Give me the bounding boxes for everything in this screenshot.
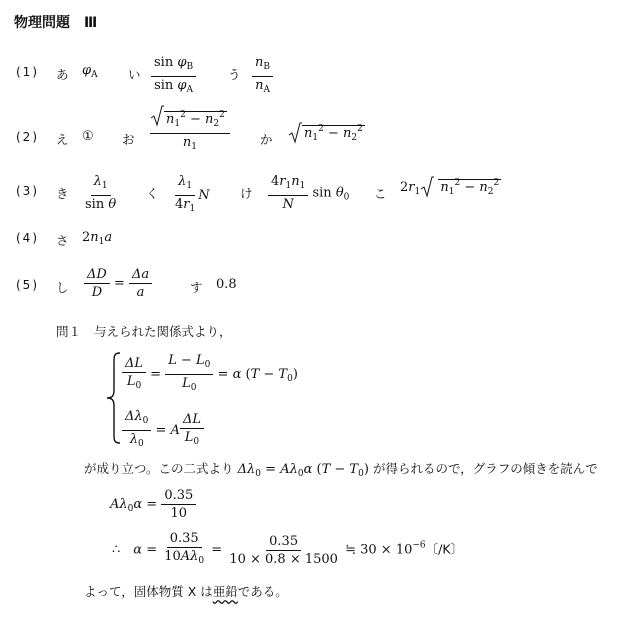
row-label-4: (4) xyxy=(16,231,39,245)
brace-icon xyxy=(106,352,122,444)
result-equation: ∴ α = $\frac{0.35}{10A\lambda_0}$ = $\frac{0.35}{10 \times 0.8 \times 1500}$ ≒ $30 \times 10^{-6}$〔/K〕 xyxy=(112,531,464,567)
blank-sa: さ xyxy=(56,233,69,248)
blank-su: す xyxy=(190,280,203,295)
blank-e: え xyxy=(56,132,69,147)
answer-i: $\frac{\sin \varphi_B}{\sin \varphi_A}$ xyxy=(151,54,196,99)
equation-system-2: $\frac{\Delta\lambda_0}{\lambda_0}$ = A $\frac{\Delta L}{L_0}$ xyxy=(122,408,204,453)
answer-shi: $\frac{\Delta D}{D}$ = $\frac{\Delta a}{a}$ xyxy=(84,266,152,301)
sqrt-sign-icon xyxy=(150,105,164,127)
equation-system-1: $\frac{\Delta L}{L_0}$ = $\frac{L - L_0}{L_0}$ = α $(T - T_0)$ xyxy=(122,352,298,397)
blank-ke: け xyxy=(240,186,253,201)
blank-i: い xyxy=(128,67,141,82)
question-intro: 与えられた関係式より， xyxy=(94,324,232,339)
answer-ku: $\frac{\lambda_1}{4r_1}$ N xyxy=(175,174,210,214)
answer-highlight: 亜鉛 xyxy=(212,584,238,599)
blank-ki: き xyxy=(56,186,69,201)
blank-ka: か xyxy=(260,132,273,147)
answer-ka: $n_1^2 - n_2^2$ xyxy=(288,124,365,143)
blank-shi: し xyxy=(56,280,69,295)
sqrt-sign-icon xyxy=(420,176,434,198)
answer-ko: $2r_1$ $n_1^2 - n_2^2$ xyxy=(400,178,500,197)
blank-a: あ xyxy=(56,67,69,82)
slope-equation: $A\lambda_0\alpha$ = $\frac{0.35}{10}$ xyxy=(110,487,196,522)
blank-o: お xyxy=(122,132,135,147)
answer-ke: $\frac{4r_1n_1}{N}$ $\sin \theta_0$ xyxy=(268,173,349,213)
conclusion: よって，固体物質 X は亜鉛である。 xyxy=(84,584,288,599)
answer-e: ① xyxy=(82,129,94,144)
page-title: 物理問題 Ⅲ xyxy=(14,15,98,31)
row-label-5: (5) xyxy=(16,278,39,292)
answer-o: $\frac{n_1^2 - n_2^2}{n_1}$ xyxy=(150,107,230,156)
answer-su: 0.8 xyxy=(216,277,237,292)
row-label-3: (3) xyxy=(16,184,39,198)
row-label-1: (1) xyxy=(16,65,39,79)
answer-u: $\frac{n_B}{n_A}$ xyxy=(252,54,273,99)
blank-ko: こ xyxy=(374,186,387,201)
answer-a: $\varphi_A$ xyxy=(82,63,98,80)
blank-ku: く xyxy=(146,186,159,201)
derivation-line: が成り立つ。この二式より $\Delta\lambda_0 = A\lambda_0\alpha$ $(T - T_0)$ が得られるので，グラフの傾きを読んで xyxy=(84,461,598,479)
sqrt-sign-icon xyxy=(288,122,302,144)
blank-u: う xyxy=(228,67,241,82)
row-label-2: (2) xyxy=(16,130,39,144)
question-label: 問１ xyxy=(56,324,82,339)
answer-sa: $2n_1a$ xyxy=(82,230,113,247)
answer-ki: $\frac{\lambda_1}{\text{sin θ}}$ xyxy=(85,174,117,212)
